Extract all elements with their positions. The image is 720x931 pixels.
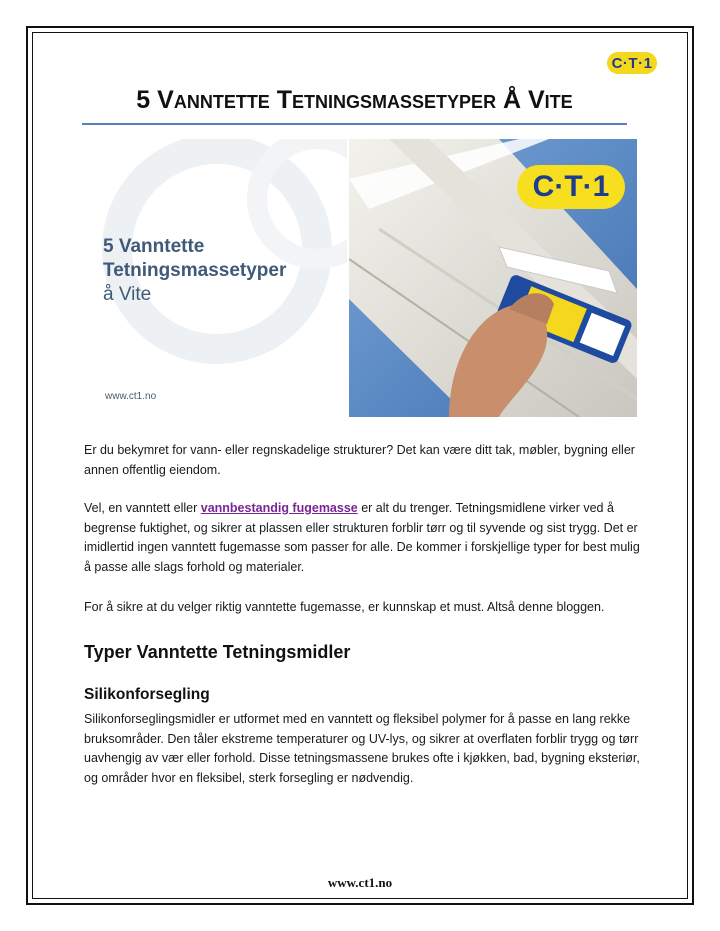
intro-paragraph: [84, 441, 644, 480]
sealant-paragraph: [84, 499, 644, 578]
hero-ct1-badge: C·T·1: [517, 165, 625, 209]
footer-url: www.ct1.no: [327, 875, 393, 890]
hero-heading-line3: å Vite: [103, 284, 152, 305]
hero-heading-line1: 5 Vanntette: [103, 236, 205, 257]
hero-url: www.ct1.no: [105, 391, 157, 402]
hero-heading: [103, 235, 286, 307]
intro-text: Er du bekymret for vann- eller regnskadelige strukturer? Det kan være ditt tak, møbler, bygning eller annen offentlig eiendom.: [84, 443, 635, 477]
hero-text-panel: [87, 139, 347, 417]
page-title: 5 Vanntette Tetningsmassetyper Å Vite: [136, 86, 573, 114]
ct1-logo: C·T·1: [607, 52, 657, 74]
knowledge-text: For å sikre at du velger riktig vanntette fugemasse, er kunnskap et must. Altså denne bloggen.: [84, 600, 605, 614]
silicone-text: Silikonforseglingsmidler er utformet med en vanntett og fleksibel polymer for å passe en lang rekke bruksområder. Den tåler ekstreme temperaturer og UV-lys, og sikrer at overflaten forblir trygg og tørr uavhengig av vær eller forhold. Disse tetningsmassene brukes ofte i kjøkken, bad, bygning eksteriør, og områder hvor en fleksibel, sterk forsegling er nødvendig.: [84, 712, 640, 786]
hero-banner: [87, 139, 637, 417]
subsection-heading-silicone: Silikonforsegling: [84, 686, 210, 703]
title-underline: [82, 123, 627, 125]
sealant-text-before: Vel, en vanntett eller: [84, 501, 201, 515]
silicone-paragraph: [84, 710, 644, 789]
sealant-text-after: er alt du trenger. Tetningsmidlene virker ved å begrense fuktighet, og sikrer at plassen eller strukturen forblir tørr og til syvende og sist trygg. Det er imidlertid ingen vanntett fugemasse som passer for alle. De kommer i forskjellige typer for best mulig å passe alle slags forhold og materialer.: [84, 501, 640, 575]
sealant-text: [84, 499, 644, 578]
section-heading-types: Typer Vanntette Tetningsmidler: [84, 642, 351, 662]
vannbestandig-fugemasse-link[interactable]: vannbestandig fugemasse: [200, 501, 358, 515]
knowledge-paragraph: [84, 598, 644, 618]
hero-heading-line2: Tetningsmassetyper: [103, 260, 287, 281]
